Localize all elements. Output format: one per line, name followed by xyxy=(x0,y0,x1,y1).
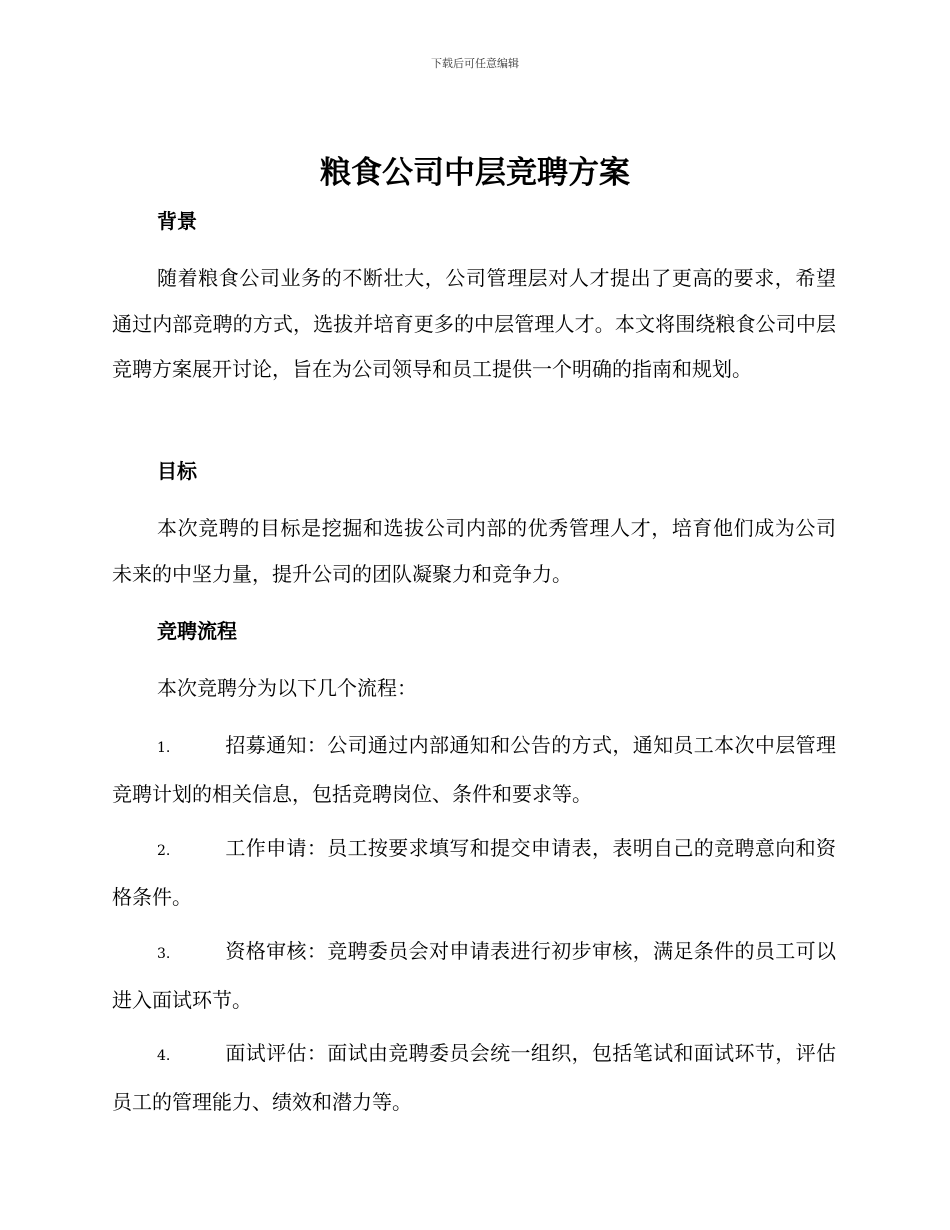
list-item-number: 2. xyxy=(157,843,171,859)
list-item-number: 1. xyxy=(157,740,171,756)
list-item-number: 4. xyxy=(157,1048,171,1064)
list-item-number: 3. xyxy=(157,946,171,962)
list-item xyxy=(112,1031,836,1125)
document-title: 粮食公司中层竞聘方案 xyxy=(320,155,630,191)
process-intro: 本次竞聘分为以下几个流程： xyxy=(157,676,417,700)
section-text-background: 随着粮食公司业务的不断壮大，公司管理层对人才提出了更高的要求，希望通过内部竞聘的方式，选拔并培育更多的中层管理人才。本文将围绕粮食公司中层竞聘方案展开讨论，旨在为公司领导和员工提供一个明确的指南和规划。 xyxy=(112,266,836,382)
section-heading-background: 背景 xyxy=(157,209,197,233)
list-item-text: 资格审核：竞聘委员会对申请表进行初步审核，满足条件的员工可以进入面试环节。 xyxy=(112,939,836,1012)
list-item xyxy=(112,723,836,817)
header-note: 下载后可任意编辑 xyxy=(431,57,519,70)
section-text-goal: 本次竞聘的目标是挖掘和选拔公司内部的优秀管理人才，培育他们成为公司未来的中坚力量，提升公司的团队凝聚力和竞争力。 xyxy=(112,516,836,586)
section-heading-process: 竞聘流程 xyxy=(157,619,237,643)
list-item xyxy=(112,826,836,920)
list-item-text: 工作申请：员工按要求填写和提交申请表，表明自己的竞聘意向和资格条件。 xyxy=(112,836,836,909)
list-item-text: 面试评估：面试由竞聘委员会统一组织，包括笔试和面试环节，评估员工的管理能力、绩效和潜力等。 xyxy=(112,1041,836,1114)
section-heading-goal: 目标 xyxy=(157,459,197,483)
list-item-text: 招募通知：公司通过内部通知和公告的方式，通知员工本次中层管理竞聘计划的相关信息，包括竞聘岗位、条件和要求等。 xyxy=(112,733,836,806)
list-item xyxy=(112,929,836,1023)
